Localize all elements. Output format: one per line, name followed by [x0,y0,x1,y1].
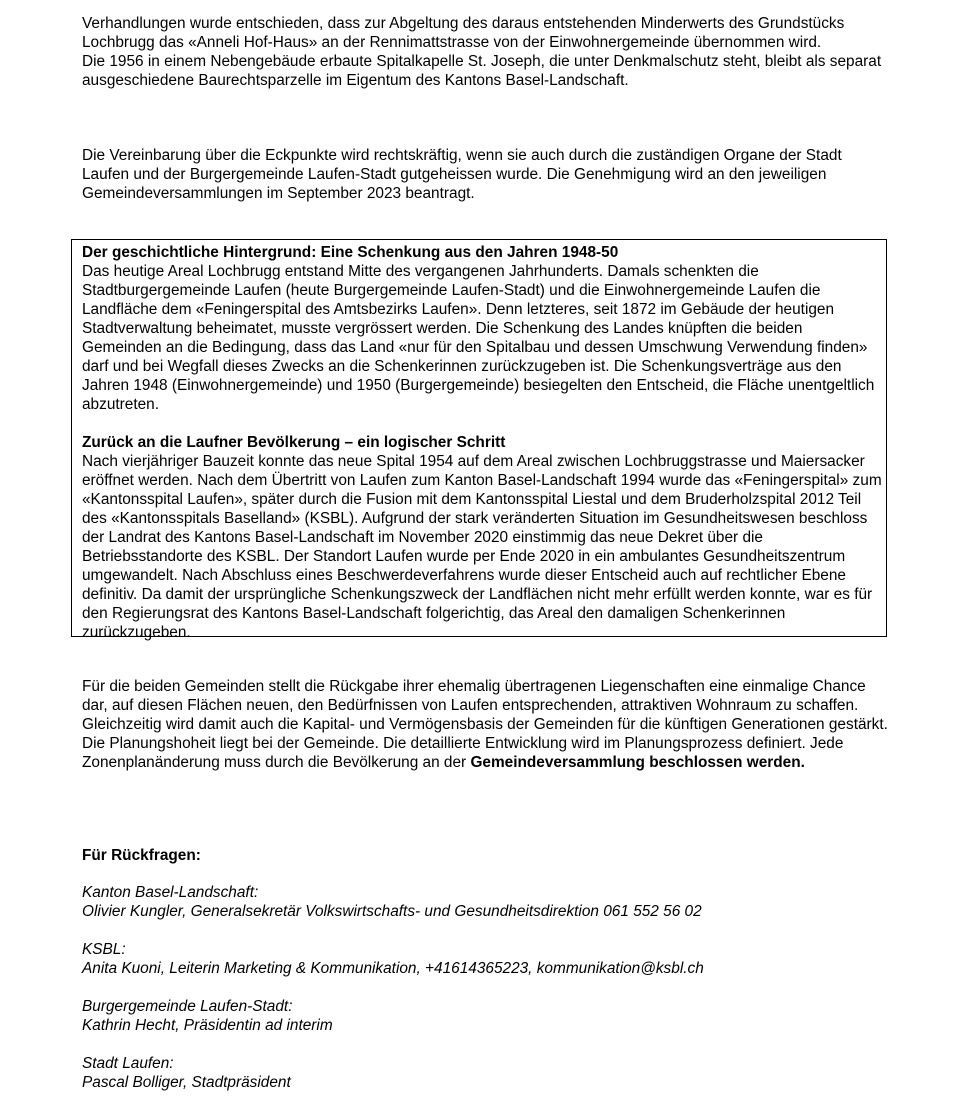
history-section [82,243,882,414]
intro-section [82,14,892,90]
intro-paragraph-1: Verhandlungen wurde entschieden, dass zur Abgeltung des daraus entstehenden Minderwerts des Grundstücks Lochbrugg das «Anneli Hof-Haus» an der Rennimattstrasse von der Einwohnergemeinde übernommen wird. [82,15,845,51]
return-section [82,433,882,642]
agreement-paragraph: Die Vereinbarung über die Eckpunkte wird rechtskräftig, wenn sie auch durch die zuständigen Organe der Stadt Laufen und der Burgergemeinde Laufen-Stadt gutgeheissen wurde. Die Genehmigung wird an den jeweiligen Gemeindeversammlungen im September 2023 beantragt. [82,147,842,202]
return-heading: Zurück an die Laufner Bevölkerung – ein logischer Schritt [82,434,506,451]
history-heading: Der geschichtliche Hintergrund: Eine Schenkung aus den Jahren 1948-50 [82,244,619,261]
closing-bold-text: Gemeindeversammlung beschlossen werden. [470,754,805,771]
contact-ksbl [82,940,892,978]
intro-paragraph-2: Die 1956 in einem Nebengebäude erbaute Spitalkapelle St. Joseph, die unter Denkmalschutz steht, bleibt als separat ausgeschiedene Baurechtsparzelle im Eigentum des Kantons Basel-Landschaft. [82,53,882,89]
contact-person: Anita Kuoni, Leiterin Marketing & Kommunikation, +41614365223, kommunikation@ksbl.ch [82,960,704,977]
contacts-list [82,883,892,1092]
contact-org: Kanton Basel-Landschaft: [82,884,259,901]
contact-burgergemeinde [82,997,892,1035]
contact-canton [82,883,892,921]
closing-text: Für die beiden Gemeinden stellt die Rückgabe ihrer ehemalig übertragenen Liegenschaften eine einmalige Chance dar, auf diesen Flächen neuen, den Bedürfnissen von Laufen entsprechenden, attraktiven Wohnraum zu schaffen. Gleichzeitig wird damit auch die Kapital- und Vermögensbasis der Gemeinden für die künftigen Generationen gestärkt. Die Planungshoheit liegt bei der Gemeinde. Die detaillierte Entwicklung wird im Planungsprozess definiert. Jede Zonenplanänderung muss durch die Bevölkerung an der [82,678,888,771]
background-info-box [71,239,887,641]
contact-org: Stadt Laufen: [82,1055,174,1072]
return-body: Nach vierjähriger Bauzeit konnte das neue Spital 1954 auf dem Areal zwischen Lochbruggstrasse und Maiersacker eröffnet werden. Nach dem Übertritt von Laufen zum Kanton Basel-Landschaft 1994 wurde das «Feningerspital» zum «Kantonsspital Laufen», später durch die Fusion mit dem Kantonsspital Liestal und dem Bruderholzspital 2012 Teil des «Kantonsspitals Baselland» (KSBL). Aufgrund der stark veränderten Situation im Gesundheitswesen beschloss der Landrat des Kantons Basel-Landschaft im November 2020 einstimmig das neue Dekret über die Betriebsstandorte des KSBL. Der Standort Laufen wurde per Ende 2020 in ein ambulantes Gesundheitszentrum umgewandelt. Nach Abschluss eines Beschwerdeverfahrens wurde dieser Entscheid auch auf rechtlicher Ebene definitiv. Da damit der ursprüngliche Schenkungszweck der Landflächen nicht mehr erfüllt werden konnte, war es für den Regierungsrat des Kantons Basel-Landschaft folgerichtig, das Areal den damaligen Schenkerinnen zurückzugeben. [82,453,882,641]
contact-org: KSBL: [82,941,126,958]
closing-section [82,677,892,772]
history-body: Das heutige Areal Lochbrugg entstand Mitte des vergangenen Jahrhunderts. Damals schenkten die Stadtburgergemeinde Laufen (heute Burgergemeinde Laufen-Stadt) und die Einwohnergemeinde Laufen die Landfläche dem «Feningerspital des Amtsbezirks Laufen». Denn letzteres, seit 1872 im Gebäude der heutigen Stadtverwaltung beheimatet, musste vergrössert werden. Die Schenkung des Landes knüpften die beiden Gemeinden an die Bedingung, dass das Land «nur für den Spitalbau und dessen Umschwung Verwendung finden» darf und bei Wegfall dieses Zwecks an die Schenkerinnen zurückzugeben ist. Die Schenkungsverträge aus den Jahren 1948 (Einwohnergemeinde) und 1950 (Burgergemeinde) besiegelten den Entscheid, die Fläche unentgeltlich abzutreten. [82,263,875,413]
agreement-section [82,146,892,203]
contact-person: Pascal Bolliger, Stadtpräsident [82,1074,291,1091]
contact-stadt-laufen [82,1054,892,1092]
contacts-title: Für Rückfragen: [82,847,201,864]
closing-paragraph [82,677,892,772]
contact-person: Kathrin Hecht, Präsidentin ad interim [82,1017,333,1034]
contact-person: Olivier Kungler, Generalsekretär Volkswirtschafts- und Gesundheitsdirektion 061 552 56 02 [82,903,702,920]
contact-org: Burgergemeinde Laufen-Stadt: [82,998,293,1015]
